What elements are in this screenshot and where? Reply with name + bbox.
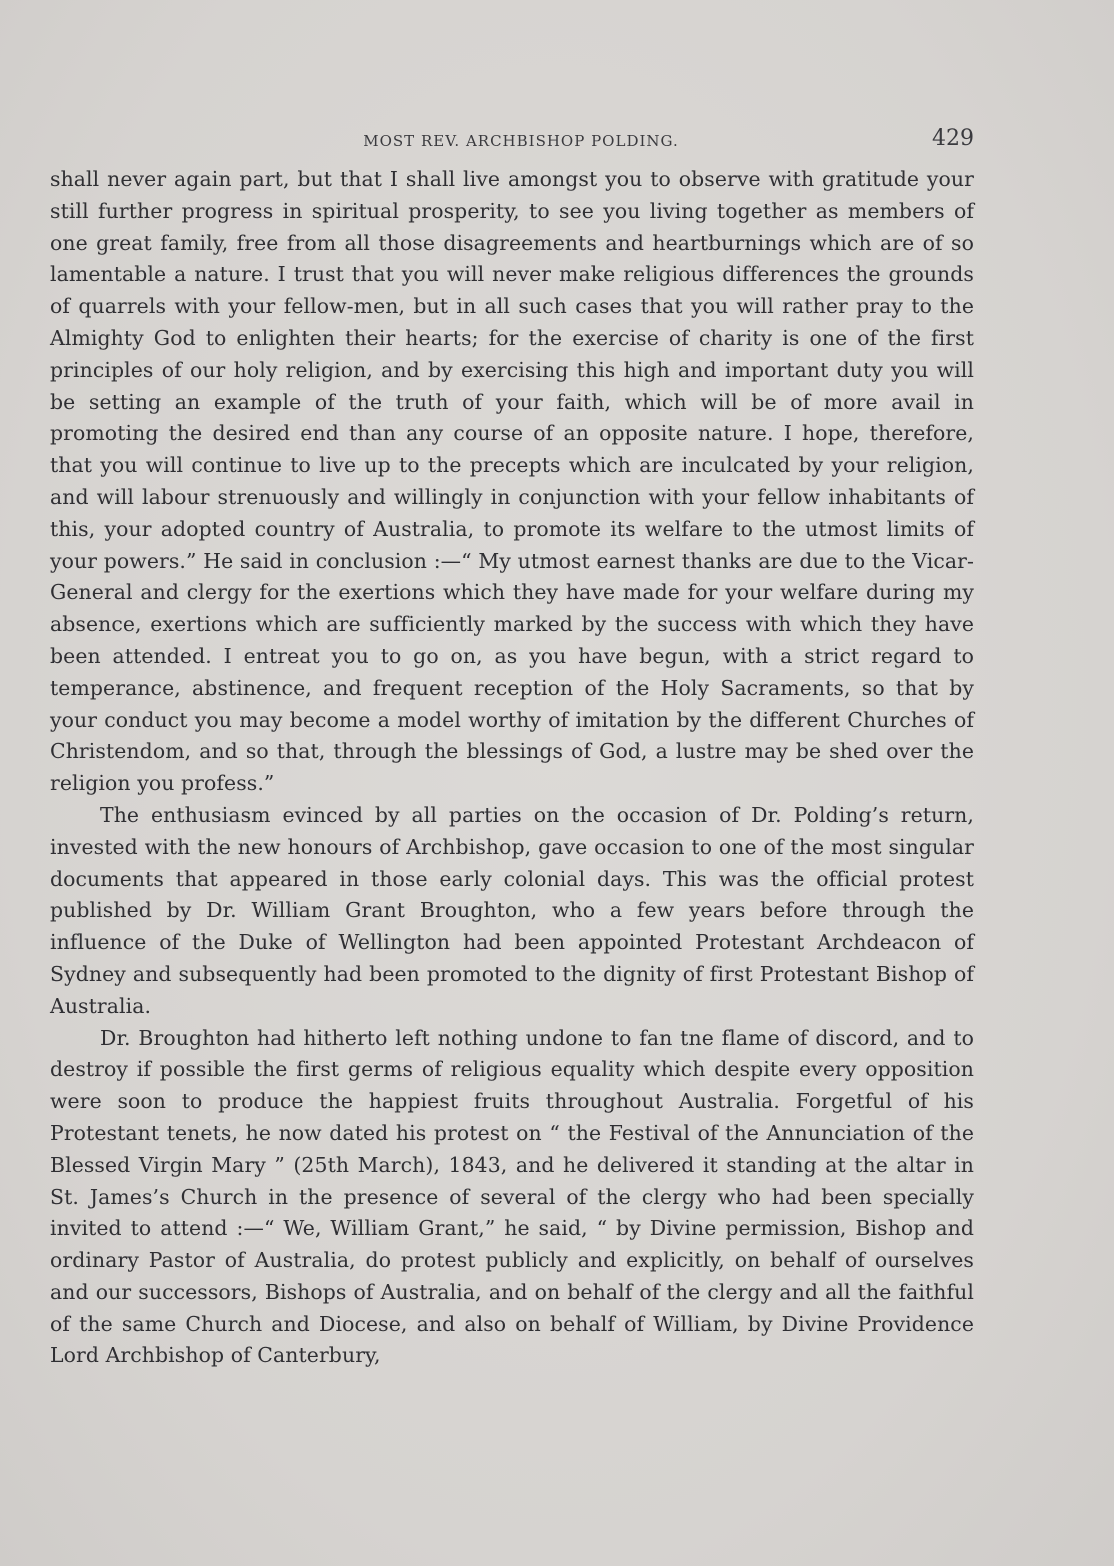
page-content xyxy=(50,120,974,1372)
paragraph-continuation: shall never again part, but that I shall live amongst you to observe with gratitude your still further progress in spiritual prosperity, to see you living together as members of one great family, free from all those disagreements and heartburnings which are of so lamentable a nature. I trust that you will never make religious differences the grounds of quarrels with your fellow-men, but in all such cases that you will rather pray to the Almighty God to enlighten their hearts; for the exercise of charity is one of the first principles of our holy religion, and by exercising this high and important duty you will be setting an example of the truth of your faith, which will be of more avail in promoting the desired end than any course of an opposite nature. I hope, therefore, that you will continue to live up to the precepts which are inculcated by your religion, and will labour strenuously and willingly in conjunction with your fellow inhabitants of this, your adopted country of Australia, to promote its welfare to the utmost limits of your powers.” He said in conclusion :—“ My utmost earnest thanks are due to the Vicar-General and clergy for the exertions which they have made for your welfare during my absence, exertions which are sufficiently marked by the success with which they have been attended. I entreat you to go on, as you have begun, with a strict regard to temperance, abstinence, and frequent reception of the Holy Sacraments, so that by your conduct you may become a model worthy of imitation by the different Churches of Christendom, and so that, through the blessings of God, a lustre may be shed over the religion you profess.” xyxy=(50,167,974,796)
body-text xyxy=(50,164,974,1372)
paragraph-broughton: Dr. Broughton had hitherto left nothing undone to fan tne flame of discord, and to destroy if possible the first germs of religious equality which despite every opposition were soon to produce the happiest fruits throughout Australia. Forgetful of his Protestant tenets, he now dated his protest on “ the Festival of the Annunciation of the Blessed Virgin Mary ” (25th March), 1843, and he delivered it standing at the altar in St. James’s Church in the presence of several of the clergy who had been specially invited to attend :—“ We, William Grant,” he said, “ by Divine permission, Bishop and ordinary Pastor of Australia, do protest publicly and explicitly, on behalf of ourselves and our successors, Bishops of Australia, and on behalf of the clergy and all the faithful of the same Church and Diocese, and also on behalf of William, by Divine Providence Lord Archbishop of Canterbury, xyxy=(50,1025,974,1368)
running-header xyxy=(50,120,974,164)
running-title: MOST REV. ARCHBISHOP POLDING. xyxy=(363,132,679,150)
page-number: 429 xyxy=(932,126,974,151)
paragraph-enthusiasm: The enthusiasm evinced by all parties on the occasion of Dr. Polding’s return, invested with the new honours of Archbishop, gave occasion to one of the most singular documents that appeared in those early colonial days. This was the official protest published by Dr. William Grant Broughton, who a few years before through the influence of the Duke of Wellington had been appointed Protestant Archdeacon of Sydney and subsequently had been promoted to the dignity of first Protestant Bishop of Australia. xyxy=(50,802,974,1018)
